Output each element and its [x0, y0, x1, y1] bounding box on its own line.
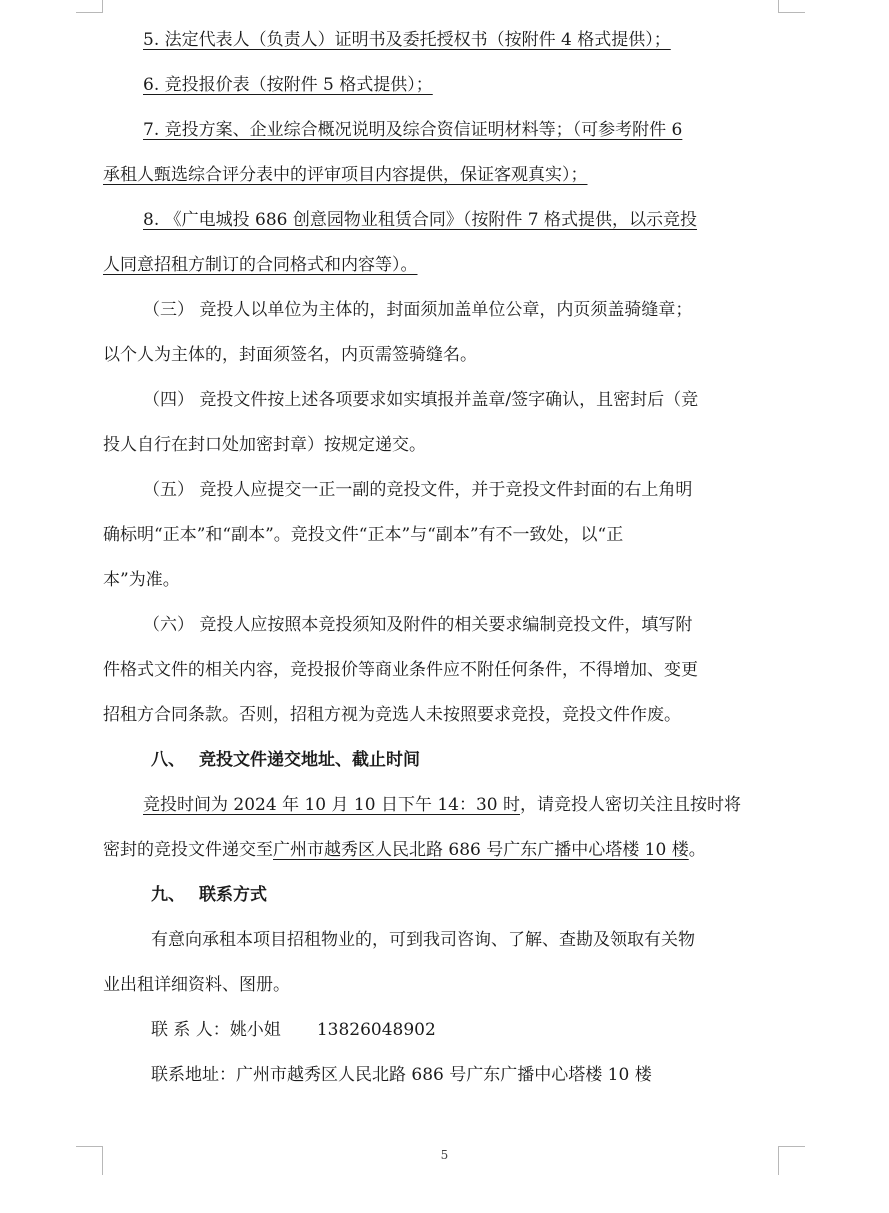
page-number: 5	[440, 1148, 449, 1162]
paragraph-6-line3: 招租方合同条款。否则，招租方视为竞选人未按照要求竞投，竞投文件作废。	[103, 705, 681, 725]
list-item-7-text-1: 7. 竞投方案、企业综合概况说明及综合资信证明材料等；（可参考附件 6	[143, 120, 683, 140]
section-8-heading	[103, 738, 775, 783]
paragraph-4-line1: （四） 竞投文件按上述各项要求如实填报并盖章/签字确认，且密封后（竞	[143, 390, 699, 410]
crop-mark-top-left	[76, 0, 103, 13]
paragraph-5-line3: 本”为准。	[103, 570, 180, 590]
section-9-title: 联系方式	[199, 885, 267, 905]
list-item-6	[103, 63, 775, 108]
contact-name: 姚小姐	[229, 1020, 281, 1040]
contact-label: 联 系 人：	[151, 1020, 230, 1040]
address-label: 联系地址：	[151, 1065, 236, 1085]
section-9-line2: 业出租详细资料、图册。	[103, 975, 290, 995]
section-8-title: 竞投文件递交地址、截止时间	[199, 750, 420, 770]
list-item-8-text-1: 8. 《广电城投 686 创意园物业租赁合同》（按附件 7 格式提供，以示竞投	[143, 210, 698, 230]
section-9-heading	[103, 873, 775, 918]
deadline-text: 竞投时间为 2024 年 10 月 10 日下午 14：30 时	[143, 795, 521, 815]
paragraph-6-line1: （六） 竞投人应按照本竞投须知及附件的相关要求编制竞投文件，填写附	[143, 615, 693, 635]
paragraph-5-line1: （五） 竞投人应提交一正一副的竞投文件，并于竞投文件封面的右上角明	[143, 480, 693, 500]
contact-address-row	[103, 1053, 775, 1098]
section-8-number: 八、	[151, 750, 185, 770]
paragraph-3-line1: （三） 竞投人以单位为主体的，封面须加盖单位公章，内页须盖骑缝章；	[143, 300, 693, 320]
paragraph-3-line2: 以个人为主体的，封面须签名，内页需签骑缝名。	[103, 345, 477, 365]
section-8-line1	[103, 783, 775, 828]
section-8-line2-end: 。	[688, 840, 706, 860]
crop-mark-top-right	[778, 0, 805, 13]
contact-address: 广州市越秀区人民北路 686 号广东广播中心塔楼 10 楼	[236, 1065, 652, 1085]
section-9-number: 九、	[151, 885, 185, 905]
paragraph-4-line2: 投人自行在封口处加密封章）按规定递交。	[103, 435, 426, 455]
submission-address: 广州市越秀区人民北路 686 号广东广播中心塔楼 10 楼	[273, 840, 689, 860]
section-8-line1-rest: ，请竞投人密切关注且按时将	[520, 795, 742, 815]
contact-phone: 13826048902	[316, 1020, 436, 1040]
section-8-line2	[103, 828, 775, 873]
list-item-8-text-2: 人同意招租方制订的合同格式和内容等）。	[103, 255, 418, 275]
list-item-8-line1	[103, 198, 775, 243]
paragraph-6-line2: 件格式文件的相关内容，竞投报价等商业条件应不附任何条件，不得增加、变更	[103, 660, 698, 680]
list-item-7-text-2: 承租人甄选综合评分表中的评审项目内容提供，保证客观真实）；	[103, 165, 588, 185]
list-item-7-line1	[103, 108, 775, 153]
list-item-5	[103, 18, 775, 63]
list-item-5-text: 5. 法定代表人（负责人）证明书及委托授权书（按附件 4 格式提供）；	[143, 30, 671, 50]
list-item-7-line2	[103, 153, 775, 198]
section-9-line1: 有意向承租本项目招租物业的，可到我司咨询、了解、查勘及领取有关物	[151, 930, 695, 950]
paragraph-5-line2: 确标明“正本”和“副本”。竞投文件“正本”与“副本”有不一致处，以“正	[103, 525, 624, 545]
list-item-6-text: 6. 竞投报价表（按附件 5 格式提供）；	[143, 75, 433, 95]
contact-person-row	[103, 1008, 775, 1053]
list-item-8-line2	[103, 243, 775, 288]
section-8-line2-start: 密封的竞投文件递交至	[103, 840, 273, 860]
document-body	[103, 18, 775, 1098]
